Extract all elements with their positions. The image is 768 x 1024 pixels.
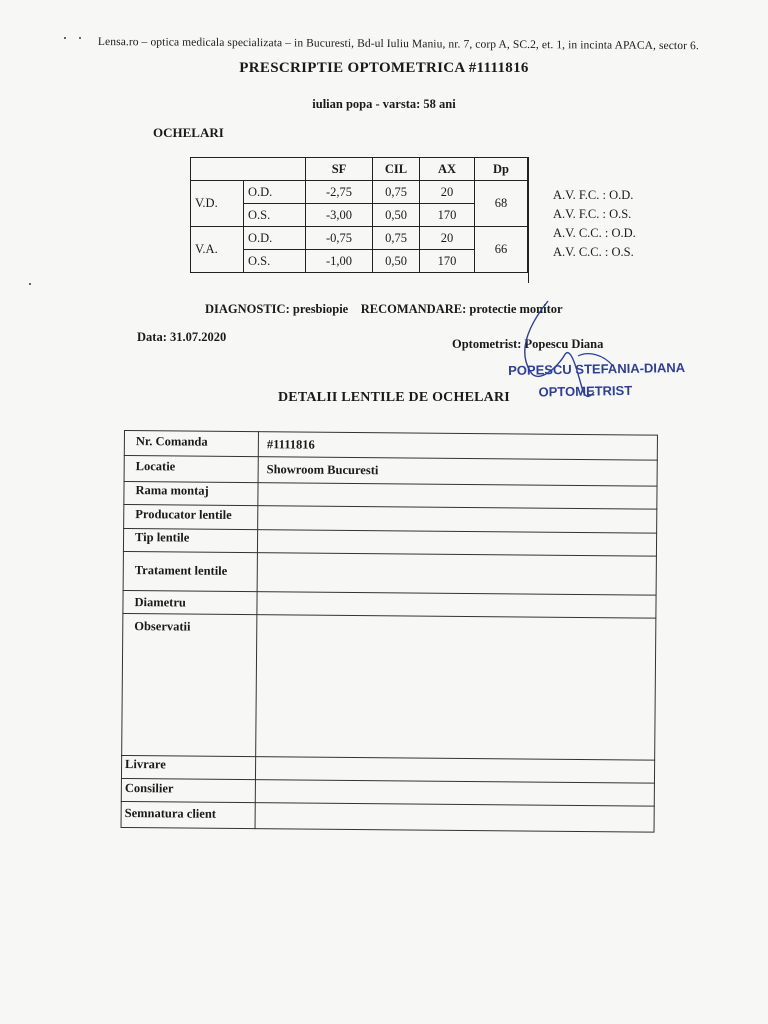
diagnosis-label: DIAGNOSTIC: — [205, 302, 290, 316]
lens-details-table — [120, 430, 662, 839]
acuity-list — [553, 186, 636, 262]
sf-cell: -1,00 — [306, 250, 373, 273]
label-tratament-lentile: Tratament lentile — [134, 563, 228, 578]
value-nr-comanda: #1111816 — [266, 437, 315, 452]
prescription-date: Data: 31.07.2020 — [137, 330, 227, 344]
patient-info: iulian popa - varsta: 58 ani — [312, 97, 456, 111]
cil-cell: 0,75 — [373, 181, 420, 204]
col-header-sf: SF — [306, 158, 373, 181]
table-divider — [528, 157, 529, 283]
col-header-ax: AX — [420, 158, 475, 181]
scan-speck — [29, 283, 31, 285]
acuity-item: A.V. C.C. : O.D. — [553, 226, 636, 240]
eye-cell: O.S. — [244, 204, 306, 227]
label-rama-montaj: Rama montaj — [135, 483, 209, 498]
value-locatie: Showroom Bucuresti — [266, 462, 379, 478]
acuity-item: A.V. F.C. : O.S. — [553, 207, 632, 221]
table-row — [191, 227, 528, 250]
sf-cell: -0,75 — [306, 227, 373, 250]
ax-cell: 20 — [420, 181, 475, 204]
stamp-name: POPESCU STEFANIA-DIANA — [508, 359, 686, 378]
label-locatie: Locatie — [135, 459, 176, 474]
ax-cell: 170 — [420, 250, 475, 273]
prescription-title: PRESCRIPTIE OPTOMETRICA #1111816 — [239, 60, 529, 76]
sf-cell: -2,75 — [306, 181, 373, 204]
scan-speck — [64, 37, 66, 39]
label-tip-lentile: Tip lentile — [135, 530, 190, 545]
clinic-address: Lensa.ro – optica medicala specializata – in Bucuresti, Bd-ul Iuliu Maniu, nr. 7, corp A, SC.2, et. 1, in incinta APACA, sector 6. — [97, 36, 699, 53]
col-header-cil: CIL — [373, 158, 420, 181]
label-observatii: Observatii — [134, 619, 191, 634]
optometrist-name: Optometrist: Popescu Diana — [452, 337, 604, 351]
ax-cell: 170 — [420, 204, 475, 227]
cil-cell: 0,75 — [373, 227, 420, 250]
group-cell: V.A. — [191, 227, 244, 273]
scan-speck — [79, 37, 81, 39]
lens-details-title: DETALII LENTILE DE OCHELARI — [278, 390, 510, 405]
prescription-table — [190, 157, 528, 273]
eye-cell: O.D. — [244, 227, 306, 250]
glasses-section-label: OCHELARI — [153, 125, 224, 140]
group-cell: V.D. — [191, 181, 244, 227]
cil-cell: 0,50 — [373, 204, 420, 227]
table-row — [191, 181, 528, 204]
dp-cell: 66 — [475, 227, 528, 273]
acuity-item: A.V. F.C. : O.D. — [553, 188, 634, 202]
label-livrare: Livrare — [125, 757, 166, 772]
acuity-item: A.V. C.C. : O.S. — [553, 245, 634, 259]
cil-cell: 0,50 — [373, 250, 420, 273]
recommendation-label: RECOMANDARE: — [360, 302, 467, 316]
diagnosis-line — [205, 302, 563, 317]
recommendation-value: protectie monitor — [469, 302, 563, 316]
dp-cell: 68 — [475, 181, 528, 227]
ax-cell: 20 — [420, 227, 475, 250]
sf-cell: -3,00 — [306, 204, 373, 227]
label-producator-lentile: Producator lentile — [135, 507, 232, 522]
label-semnatura-client: Semnatura client — [124, 806, 217, 821]
label-nr-comanda: Nr. Comanda — [135, 434, 208, 449]
label-consilier: Consilier — [124, 781, 174, 796]
eye-cell: O.S. — [244, 250, 306, 273]
diagnosis-value: presbiopie — [292, 302, 349, 316]
optometrist-stamp — [508, 357, 686, 404]
stamp-role: OPTOMETRIST — [538, 382, 633, 400]
col-header-dp: Dp — [475, 158, 528, 181]
table-corner-cell — [191, 158, 306, 181]
label-diametru: Diametru — [134, 595, 186, 610]
eye-cell: O.D. — [244, 181, 306, 204]
